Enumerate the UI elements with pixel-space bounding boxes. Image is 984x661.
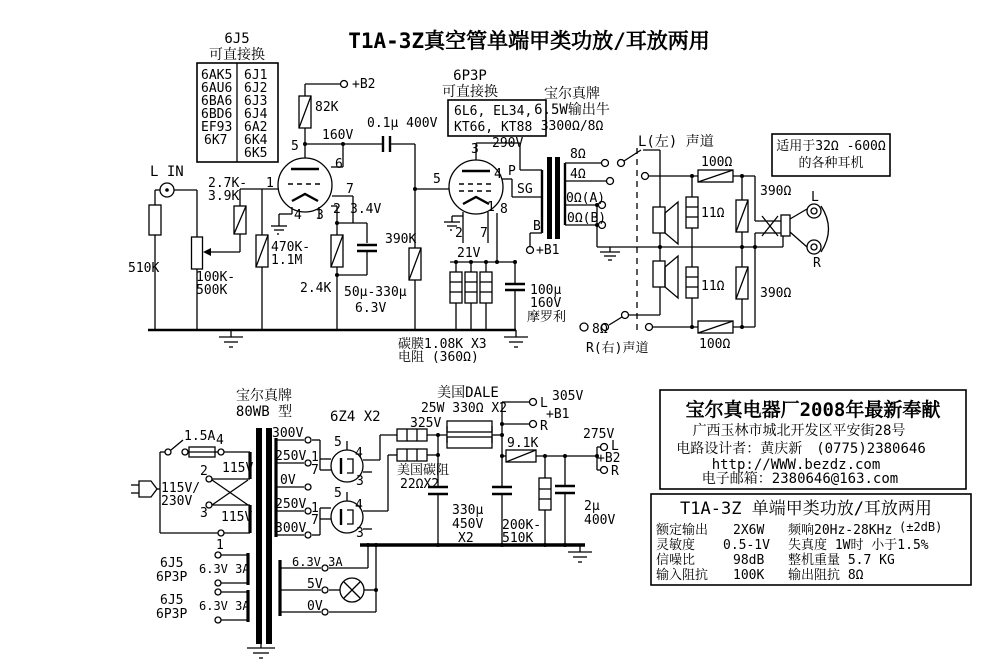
schematic-label: 300V — [275, 521, 307, 536]
schematic-label: 100μ — [530, 283, 562, 298]
schematic-label: 6Z4 X2 — [330, 409, 381, 425]
schematic-label: 160V — [322, 128, 354, 143]
schematic-label: 100K- — [196, 270, 236, 285]
company-name: 宝尔真电器厂2008年最新奉献 — [685, 399, 941, 421]
schematic-label: L IN — [150, 164, 184, 180]
schematic-label: 3 — [200, 506, 208, 521]
schematic-label: 6P3P — [156, 570, 188, 585]
schematic-label: 1 — [266, 176, 274, 191]
schematic-label: 6J1 — [244, 68, 268, 83]
schematic-label: 325V — [410, 416, 442, 431]
schematic-label: 1.5A — [184, 429, 216, 444]
schematic-label: 115V — [222, 461, 254, 476]
website: http://WWW.bezdz.com — [711, 457, 881, 473]
schematic-label: 6J5 — [160, 593, 184, 608]
schematic-label: 信噪比 — [656, 553, 696, 568]
schematic-label: 可直接换 — [209, 47, 265, 63]
ground-icon — [219, 330, 243, 347]
schematic-label: 290V — [492, 136, 524, 151]
schematic-label: 6K4 — [244, 133, 268, 148]
schematic-label: B — [533, 219, 541, 234]
schematic-label: 25W 330Ω X2 — [420, 401, 508, 416]
schematic-label: 8Ω — [592, 322, 608, 337]
schematic-label: L — [811, 190, 819, 205]
schematic-label: 300V — [272, 426, 304, 441]
schematic-label: 6P3P — [453, 68, 487, 84]
volume-pot — [192, 237, 203, 269]
schematic-label: 4 — [355, 446, 363, 461]
schematic-label: 390Ω — [760, 184, 792, 199]
b1-terminal-right — [530, 421, 537, 428]
mains-switch — [165, 449, 171, 455]
schematic-label: 8 — [500, 202, 508, 217]
cathode-bypass-cap — [505, 260, 525, 330]
schematic-label: 6AK5 — [201, 68, 233, 83]
schematic-label: +B1 — [536, 243, 560, 258]
schematic-label: 4 — [294, 208, 302, 223]
resistor-22ohm — [397, 449, 427, 461]
schematic-label: (±2dB) — [899, 520, 943, 534]
ground-icon — [600, 247, 620, 260]
schematic-label: 390Ω — [760, 286, 792, 301]
schematic-label: 碳膜1.08K X3 — [398, 337, 487, 352]
schematic-label: 0V — [280, 473, 296, 488]
schematic-label: 1 — [311, 450, 319, 465]
schematic-label: 摩罗利 — [527, 310, 567, 325]
schematic-label: 输出阻抗 8Ω — [788, 568, 864, 583]
schematic-label: 2 — [455, 226, 463, 241]
schematic-label: 305V — [552, 389, 584, 404]
schematic-label: 频响20Hz-28KHz — [788, 523, 893, 538]
schematic-label: 230V — [161, 494, 193, 509]
b1-terminal-left — [530, 399, 537, 406]
schematic-label: P — [508, 164, 516, 179]
schematic-label: 6K7 — [204, 133, 228, 148]
schematic-label: 宝尔真牌 — [544, 86, 600, 102]
schematic-label: 250V — [275, 497, 307, 512]
schematic-label: 2 — [333, 202, 341, 217]
psu-filter — [360, 399, 608, 563]
schematic-label: 6 — [335, 157, 343, 172]
b2-terminal-left — [601, 444, 608, 451]
schematic-label: 2μ — [584, 499, 600, 514]
email: 电子邮箱：2380646@163.com — [701, 471, 899, 487]
schematic-label: 3 — [471, 142, 479, 157]
schematic-label: 400V — [584, 513, 616, 528]
schematic-label: 200K- — [502, 518, 542, 533]
schematic-label: 可直接换 — [442, 84, 498, 100]
schematic-label: 330μ — [452, 503, 484, 518]
speaker-switch-left — [624, 150, 641, 161]
schematic-label: 7 — [311, 463, 319, 478]
schematic-label: 50μ-330μ — [344, 285, 407, 300]
schematic-label: 4 — [216, 433, 224, 448]
schematic-label: 80WB 型 — [235, 404, 293, 420]
schematic-label: 6.3V 3A — [292, 555, 343, 569]
ground-icon — [568, 545, 592, 562]
power-plug-icon — [131, 481, 157, 497]
schematic-label: L — [540, 396, 548, 411]
schematic-label: 6BD6 — [201, 107, 233, 122]
schematic-label: 6P3P — [156, 607, 188, 622]
schematic-label: 0.1μ 400V — [367, 116, 438, 131]
schematic-label: 6J5 — [224, 31, 250, 47]
schematic-label: 7 — [346, 182, 354, 197]
schematic-label: 98dB — [733, 553, 765, 568]
schematic-label: 6BA6 — [201, 94, 233, 109]
schematic-label: 2.7K- — [208, 176, 248, 191]
fuse-icon — [189, 447, 215, 457]
ground-icon — [247, 644, 275, 658]
schematic-label: 3 — [356, 474, 364, 489]
schematic-labels — [128, 29, 942, 622]
cathode-resistors-1k08 — [450, 260, 492, 330]
schematic-label: 5V — [307, 577, 323, 592]
vacuum-tube-symbol — [278, 158, 332, 212]
schematic-label: 1.1M — [271, 253, 303, 268]
b1-terminal — [527, 247, 534, 254]
schematic-label: 的各种耳机 — [798, 156, 864, 171]
schematic-label: 1 — [311, 501, 319, 516]
schematic-label: 美国碳阻 — [397, 463, 450, 478]
schematic-label: 22ΩX2 — [400, 477, 440, 492]
schematic-label: 275V — [583, 427, 615, 442]
schematic-label: 450V — [452, 517, 484, 532]
schematic-label: 宝尔真牌 — [236, 388, 292, 404]
schematic-label: 21V — [457, 246, 481, 261]
cap-2uf — [555, 456, 575, 545]
schematic-label: 0.5-1V — [723, 538, 770, 553]
schematic-label: R — [540, 419, 548, 434]
schematic-label: 3300Ω/8Ω — [540, 119, 604, 134]
schematic-label: R — [611, 464, 619, 479]
schematic-label: 5 — [334, 435, 342, 450]
schematic-label: 3.9K — [208, 189, 240, 204]
schematic-label: 输入阻抗 — [656, 568, 709, 583]
schematic-label: 整机重量 5.7 KG — [788, 553, 895, 568]
schematic-label: 11Ω — [701, 279, 725, 294]
schematic-label: 6.3V 3A — [199, 599, 250, 613]
schematic-label: 3.4V — [350, 202, 382, 217]
speaker-icon — [653, 150, 678, 247]
schematic-label: 7 — [311, 513, 319, 528]
schematic-label: 6AU6 — [201, 81, 233, 96]
speaker-switch-right — [609, 317, 622, 325]
schematic-label: 6J2 — [244, 81, 268, 96]
resistor-11ohm-bottom — [686, 267, 698, 298]
schematic-label: +B1 — [546, 407, 570, 422]
schematic-label: 6J4 — [244, 107, 268, 122]
schematic-label: +B2 — [352, 77, 376, 92]
schematic-label: L(左) 声道 — [638, 134, 714, 150]
schematic-label: 4Ω — [570, 167, 586, 182]
headphones-icon — [790, 204, 829, 254]
schematic-label: 3 — [316, 208, 324, 223]
spec-title: T1A-3Z 单端甲类功放/耳放两用 — [680, 499, 932, 519]
schematic-label: 失真度 1W时 小于1.5% — [788, 538, 929, 553]
schematic-label: 1 — [487, 200, 495, 215]
schematic-label: 510K — [128, 261, 160, 276]
schematic-label: 0V — [307, 599, 323, 614]
b2-terminal — [341, 81, 348, 88]
dale-resistors-330ohm — [447, 421, 492, 448]
schematic-label: 6L6, EL34, — [454, 104, 533, 119]
schematic-label: 5 — [433, 172, 441, 187]
schematic-label: 2X6W — [733, 523, 765, 538]
page-title: T1A-3Z真空管单端甲类功放/耳放两用 — [348, 29, 710, 53]
schematic-label: 4 — [355, 498, 363, 513]
schematic-label: 3 — [356, 526, 364, 541]
schematic-label: 适用于32Ω -600Ω — [776, 139, 886, 154]
schematic-label: SG — [517, 182, 533, 197]
schematic-label: 500K — [196, 283, 228, 298]
schematic-label: 6J3 — [244, 94, 268, 109]
schematic-label: 115V/ — [161, 481, 201, 496]
schematic-label: 100Ω — [699, 337, 731, 352]
schematic-label: 美国DALE — [437, 385, 499, 401]
schematic-label: X2 — [458, 531, 474, 546]
input-load-resistor — [149, 205, 161, 235]
schematic-label: 6A2 — [244, 120, 268, 135]
schematic-label: 6K5 — [244, 146, 268, 161]
schematic-label: 2.4K — [300, 281, 332, 296]
pilot-lamp-icon — [329, 578, 364, 602]
schematic-label: 电阻 (360Ω) — [398, 350, 479, 365]
resistor-11ohm-top — [686, 197, 698, 228]
schematic-label: R — [813, 256, 821, 271]
ground-icon — [271, 226, 287, 234]
schematic-label: 11Ω — [701, 206, 725, 221]
schematic-label: 6.3V — [355, 301, 387, 316]
schematic-label: 0Ω(B) — [567, 211, 607, 226]
schematic-label: 7 — [480, 226, 488, 241]
schematic-label: 115V — [221, 510, 253, 525]
company-address: 广西玉林市城北开发区平安街28号 — [692, 423, 906, 439]
schematic-label: 390K — [385, 232, 417, 247]
schematic-label: 0Ω(A) — [566, 191, 606, 206]
schematic-label: 额定输出 — [656, 523, 709, 538]
schematic-label: L — [611, 439, 619, 454]
schematic-label: 8Ω — [570, 147, 586, 162]
schematic-label: 2 — [200, 464, 208, 479]
schematic-label: 6.5W输出牛 — [534, 102, 610, 118]
b2-terminal-right — [601, 467, 608, 474]
schematic-label: 100K — [733, 568, 765, 583]
schematic-label: 510K — [502, 531, 534, 546]
schematic-label: 6J5 — [160, 556, 184, 571]
schematic-label: EF93 — [201, 120, 233, 135]
schematic-label: 6.3V 3A — [199, 562, 250, 576]
schematic-label: 250V — [275, 449, 307, 464]
schematic-label: 4 — [494, 167, 502, 182]
schematic-label: 灵敏度 — [656, 538, 696, 553]
designer-line: 电路设计者：黄庆新 (0775)2380646 — [676, 441, 926, 457]
schematic-label: 470K- — [271, 240, 311, 255]
schematic-label: +B2 — [597, 451, 621, 466]
schematic-label: 100Ω — [701, 155, 733, 170]
schematic-label: 5 — [334, 486, 342, 501]
speaker-icon — [653, 247, 678, 315]
schematic-label: 1 — [216, 538, 224, 553]
schematic-label: R(右)声道 — [586, 341, 649, 356]
ground-icon — [504, 330, 528, 347]
schematic-label: 82K — [315, 100, 339, 115]
schematic-label: 5 — [291, 139, 299, 154]
schematic-label: 9.1K — [507, 436, 539, 451]
schematic-label: 160V — [530, 296, 562, 311]
schematic-label: KT66, KT88 — [454, 120, 533, 135]
